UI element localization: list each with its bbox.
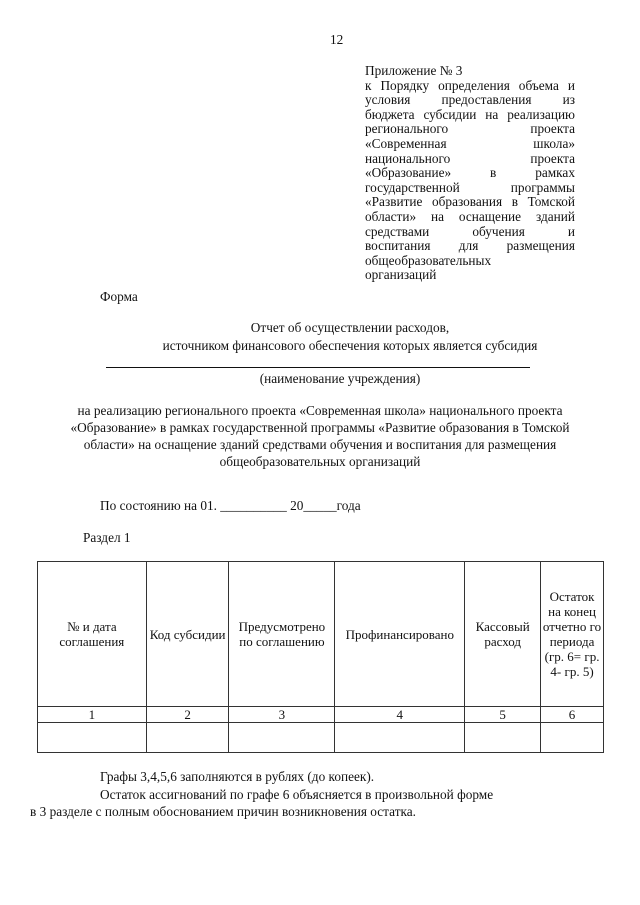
table-cell[interactable] [335,723,465,753]
form-label: Форма [100,289,138,304]
header-cash-expense: Кассовый расход [465,562,541,707]
appendix-line: организаций [365,267,437,283]
purpose-line: «Образование» в рамках государственной программы «Развитие образования в Томской [70,420,570,435]
header-balance: Остаток на конец отчетно го периода (гр. 6= гр. 4- гр. 5) [541,562,604,707]
table-cell[interactable] [541,723,604,753]
column-number: 5 [465,707,541,723]
table-number-row [38,707,604,723]
table-cell[interactable] [146,723,229,753]
page-number: 12 [330,32,344,47]
appendix-line: «Развитие образования в Томской [365,194,575,210]
institution-caption: (наименование учреждения) [259,371,421,386]
purpose-line: области» на оснащение зданий средствами обучения и воспитания для размещения [83,437,557,452]
note-line: Графы 3,4,5,6 заполняются в рублях (до копеек). [100,769,375,784]
header-planned: Предусмотрено по соглашению [229,562,335,707]
appendix-line: общеобразовательных [365,252,492,268]
report-subtitle: источником финансового обеспечения которых является субсидия [162,338,538,353]
appendix-line: «Современная школа» [365,135,575,151]
column-number: 1 [38,707,147,723]
appendix-line: к Порядку определения объема и [365,77,575,93]
purpose-text [0,402,640,470]
appendix-line: воспитания для размещения [365,238,575,254]
appendix-line: области» на оснащение зданий [365,208,575,224]
appendix-line: бюджета субсидии на реализацию [365,106,575,122]
column-number: 2 [146,707,229,723]
appendix-line: Приложение № 3 [365,63,463,78]
as-of-date: По состоянию на 01. __________ 20_____года [100,498,361,513]
institution-name-line [106,367,530,368]
column-number: 3 [229,707,335,723]
column-number: 6 [541,707,604,723]
appendix-line: государственной программы [365,179,575,195]
header-subsidy-code: Код субсидии [146,562,229,707]
header-agreement: № и дата соглашения [38,562,147,707]
appendix-line: средствами обучения и [365,223,575,239]
section-label: Раздел 1 [83,530,131,545]
appendix-block [365,64,575,283]
report-title: Отчет об осуществлении расходов, [250,320,450,335]
report-table [37,561,604,753]
header-financed: Профинансировано [335,562,465,707]
note-line: в 3 разделе с полным обоснованием причин возникновения остатка. [30,804,416,819]
appendix-line: регионального проекта [365,121,575,137]
table-row [38,723,604,753]
note-line: Остаток ассигнований по графе 6 объясняется в произвольной форме [100,787,494,802]
table-cell[interactable] [229,723,335,753]
column-number: 4 [335,707,465,723]
appendix-line: «Образование» в рамках [365,165,575,181]
purpose-line: общеобразовательных организаций [219,454,421,469]
table-header-row [38,562,604,707]
purpose-line: на реализацию регионального проекта «Современная школа» национального проекта [77,403,563,418]
appendix-line: условия предоставления из [365,92,575,108]
appendix-line: национального проекта [365,150,575,166]
table-cell[interactable] [465,723,541,753]
table-cell[interactable] [38,723,147,753]
